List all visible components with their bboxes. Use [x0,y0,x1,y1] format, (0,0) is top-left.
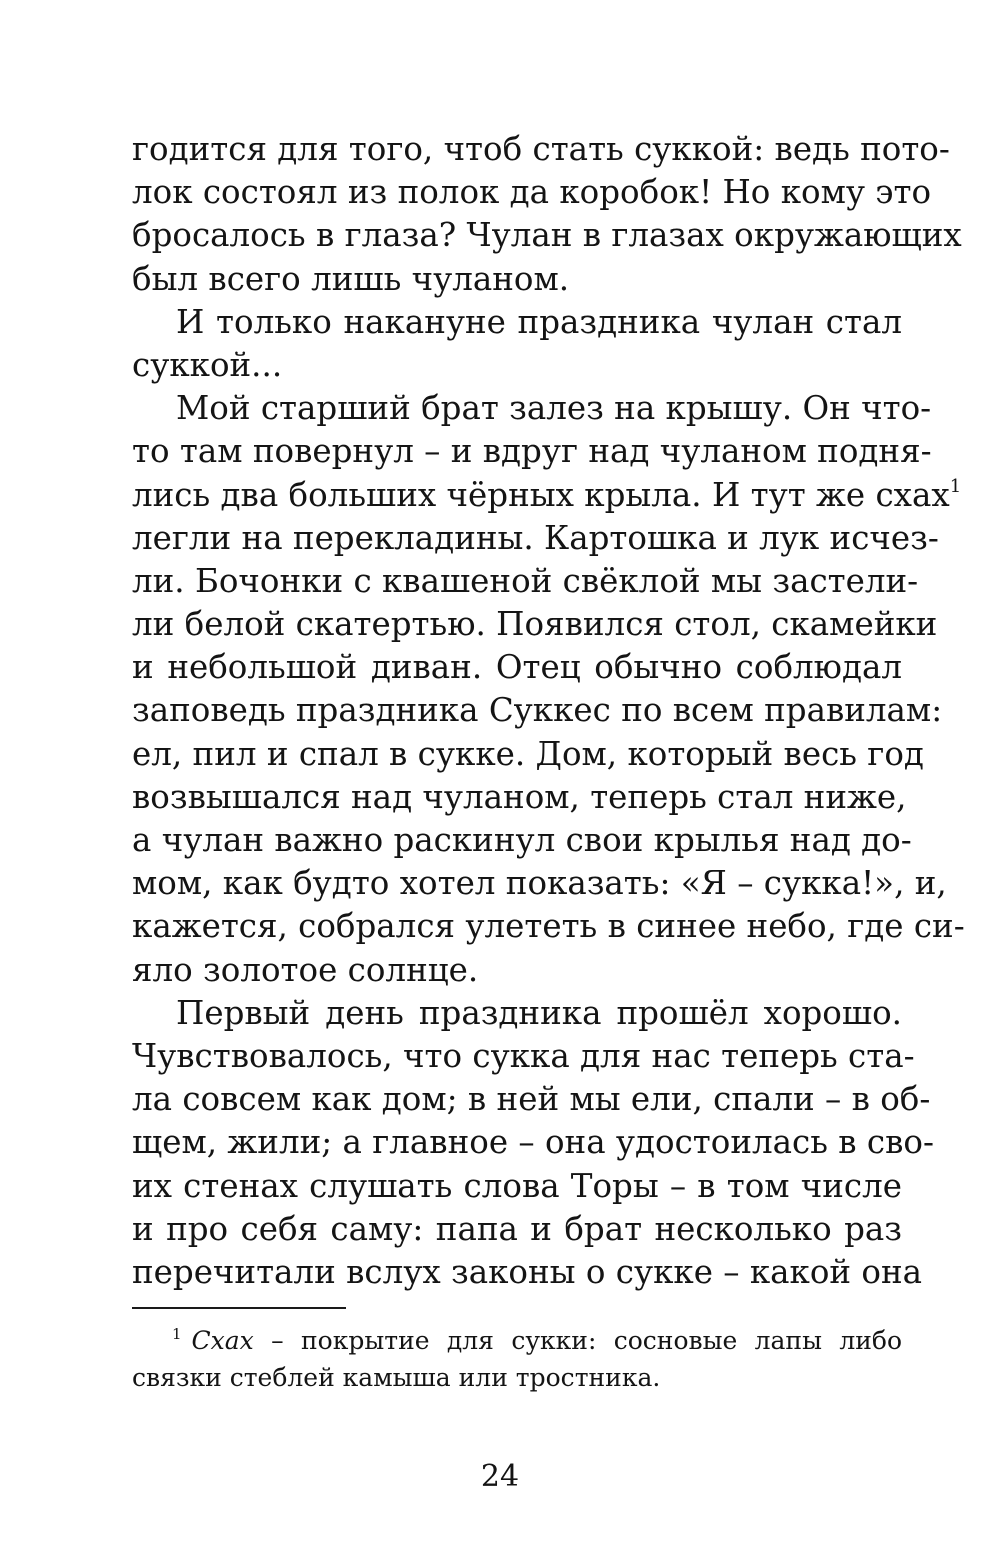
text-line: кажется, собрался улететь в синее небо, где си- [132,907,965,946]
text-line: а чулан важно раскинул свои крылья над до- [132,821,912,859]
text-line: щем, жили; а главное – она удостоилась в сво- [132,1123,934,1162]
text-line: лок состоял из полок да коробок! Но кому это [132,173,932,212]
text-line: возвышался над чуланом, теперь стал ниже, [132,777,907,816]
text-line: то там повернул – и вдруг над чуланом подня- [132,432,932,471]
text-line: суккой... [132,345,283,384]
text-line-with-footnote [132,474,962,517]
text-line: Чувствовалось, что сукка для нас теперь ста- [132,1036,915,1075]
page-number: 24 [480,1459,520,1494]
footnote [132,1322,902,1396]
footnote-line [132,1322,902,1359]
footnote-definition: – покрытие для сукки: сосновые лапы либо [253,1326,902,1355]
text-line: легли на перекладины. Картошка и лук исчез- [132,518,939,557]
text-line: Первый день праздника прошёл хорошо. [176,993,902,1032]
footnote-separator [132,1307,346,1309]
text-line: перечитали вслух законы о сукке – какой она [132,1252,922,1291]
footnote-line: связки стеблей камыша или тростника. [132,1363,661,1392]
text-line: ел, пил и спал в сукке. Дом, который весь год [132,734,924,773]
text-line: ли белой скатертью. Появился стол, скамейки [132,605,938,644]
text-line: мом, как будто хотел показать: «Я – сукка!», и, [132,864,947,903]
text-line: ли. Бочонки с квашеной свёклой мы застели- [132,561,919,600]
footnote-term: Схах [191,1326,254,1355]
text-line: их стенах слушать слова Торы – в том числе [132,1166,902,1205]
text-line: яло золотое солнце. [132,950,479,989]
main-text [132,128,965,1294]
footnote-reference: 1 [949,475,962,497]
text-line: Мой старший брат залез на крышу. Он что- [176,389,932,428]
text-line: и про себя саму: папа и брат несколько раз [132,1209,902,1248]
text-line: ла совсем как дом; в ней мы ели, спали – в об- [132,1080,931,1119]
footnote-marker: 1 [172,1325,182,1343]
text-line: и небольшой диван. Отец обычно соблюдал [132,648,902,687]
text-line: заповедь праздника Суккес по всем правилам: [132,691,943,730]
text-line-content: лись два больших чёрных крыла. И тут же схах [132,475,950,514]
text-line: был всего лишь чуланом. [132,259,570,298]
text-line: бросалось в глаза? Чулан в глазах окружающих [132,216,962,255]
text-line: годится для того, чтоб стать суккой: ведь пото- [132,130,950,168]
text-line: И только накануне праздника чулан стал [176,302,902,341]
